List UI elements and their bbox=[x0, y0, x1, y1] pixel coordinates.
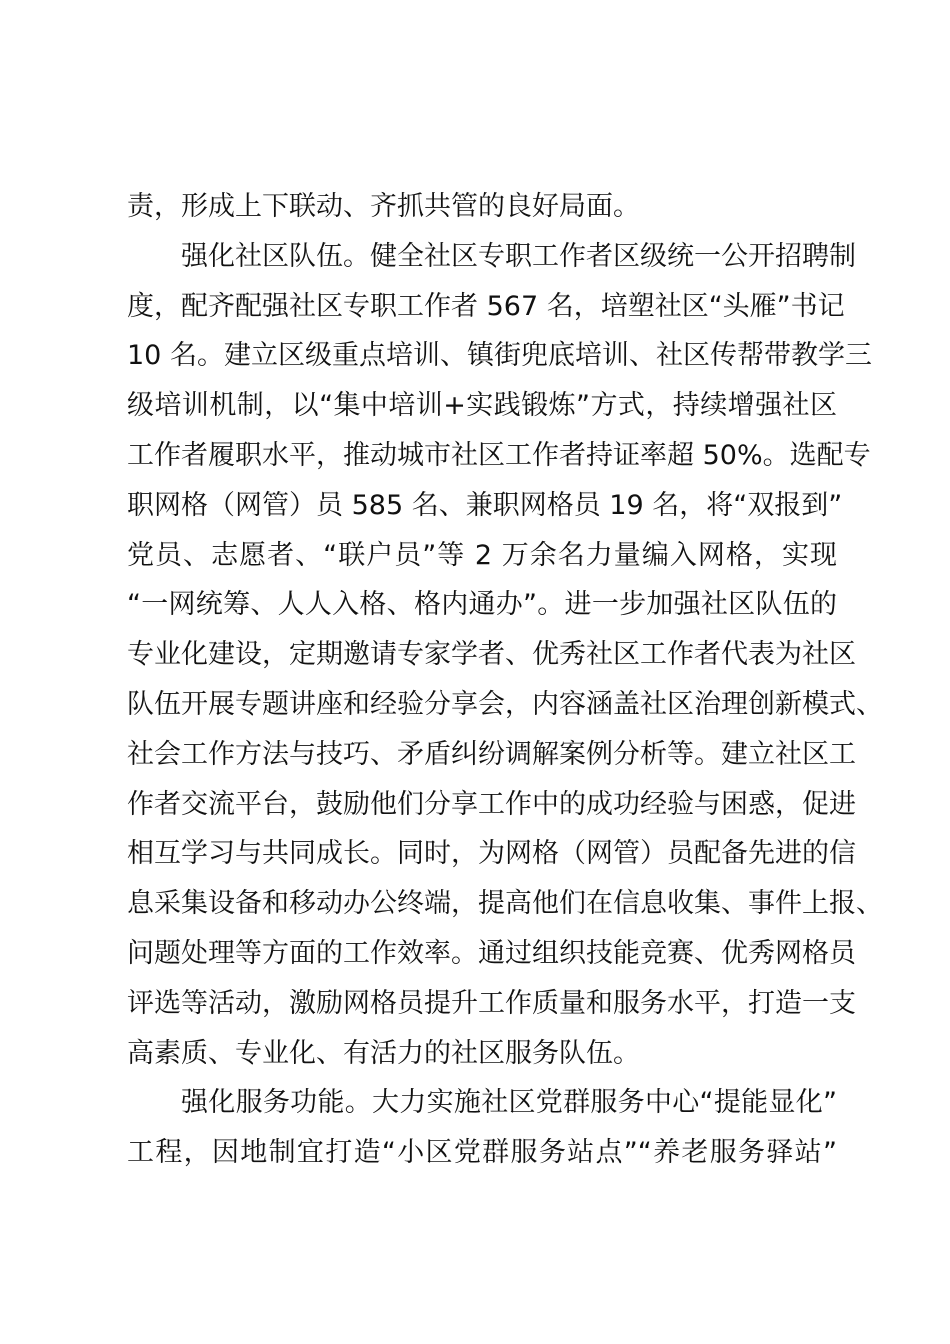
text-line: 工程，因地制宜打造“小区党群服务站点”“养老服务驿站” bbox=[127, 1137, 837, 1169]
text-line: 工作者履职水平，推动城市社区工作者持证率超 50%。选配专 bbox=[127, 439, 871, 471]
text-line: 党员、志愿者、“联户员”等 2 万余名力量编入网格，实现 bbox=[127, 539, 837, 571]
text-line: 队伍开展专题讲座和经验分享会，内容涵盖社区治理创新模式、 bbox=[127, 688, 883, 720]
text-line: “一网统筹、人人入格、格内通办”。进一步加强社区队伍的 bbox=[127, 589, 837, 621]
paragraph-heading-line: 强化社区队伍。健全社区专职工作者区级统一公开招聘制 bbox=[181, 240, 856, 272]
text-line: 问题处理等方面的工作效率。通过组织技能竞赛、优秀网格员 bbox=[127, 937, 856, 969]
text-line: 级培训机制，以“集中培训+实践锻炼”方式，持续增强社区 bbox=[127, 390, 837, 422]
body-text bbox=[127, 182, 883, 1178]
text-line: 息采集设备和移动办公终端，提高他们在信息收集、事件上报、 bbox=[127, 888, 883, 920]
text-line: 专业化建设，定期邀请专家学者、优秀社区工作者代表为社区 bbox=[127, 639, 856, 671]
text-line: 作者交流平台，鼓励他们分享工作中的成功经验与困惑，促进 bbox=[127, 788, 856, 820]
text-line: 相互学习与共同成长。同时，为网格（网管）员配备先进的信 bbox=[127, 838, 856, 870]
text-line: 社会工作方法与技巧、矛盾纠纷调解案例分析等。建立社区工 bbox=[127, 738, 856, 770]
text-line: 度，配齐配强社区专职工作者 567 名，培塑社区“头雁”书记 bbox=[127, 290, 845, 322]
paragraph-heading-line: 强化服务功能。大力实施社区党群服务中心“提能显化” bbox=[181, 1087, 837, 1119]
text-line: 10 名。建立区级重点培训、镇街兜底培训、社区传帮带教学三 bbox=[127, 340, 872, 372]
text-line: 评选等活动，激励网格员提升工作质量和服务水平，打造一支 bbox=[127, 987, 856, 1019]
text-line: 职网格（网管）员 585 名、兼职网格员 19 名，将“双报到” bbox=[127, 489, 843, 521]
text-line: 高素质、专业化、有活力的社区服务队伍。 bbox=[127, 1037, 640, 1069]
text-line: 责，形成上下联动、齐抓共管的良好局面。 bbox=[127, 191, 640, 222]
